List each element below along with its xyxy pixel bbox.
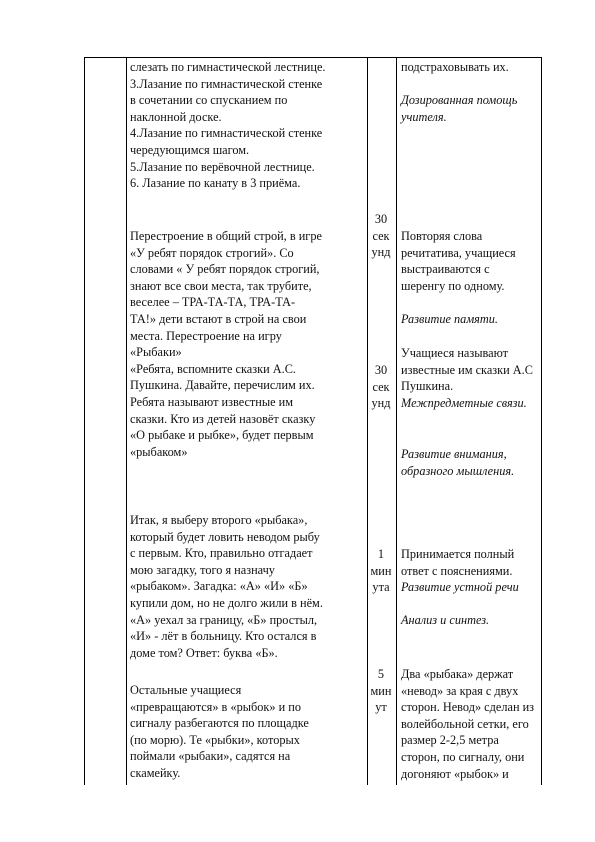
text-line: «рыбаком». Загадка: «А» «И» «Б» — [130, 579, 308, 594]
duration-value: 1 — [377, 547, 385, 561]
duration-riddle — [366, 546, 396, 596]
text-line: 6. Лазание по канату в 3 приёма. — [130, 176, 301, 191]
text-line: Пушкина. Давайте, перечислим их. — [130, 378, 315, 393]
duration-formation — [366, 211, 396, 261]
text-line: размер 2-2,5 метра — [401, 733, 499, 748]
italic-note: Развитие внимания, — [401, 447, 507, 461]
duration-value: 30 — [374, 363, 388, 377]
duration-unit: сек — [372, 379, 390, 394]
note-block-net — [401, 666, 541, 782]
text-line: купили дом, но не долго жили в нём. — [130, 595, 323, 610]
text-line: подстраховывать их. — [401, 60, 509, 74]
text-line: мою загадку, того я назначу — [130, 562, 275, 577]
note-block-attention — [401, 446, 541, 479]
text-line: в сочетании со спусканием по — [130, 93, 288, 108]
text-line: «невод» за края с двух — [401, 683, 519, 698]
text-line: «рыбаком» — [130, 444, 188, 459]
table-border-col1 — [126, 57, 127, 785]
table-top-border — [84, 57, 541, 58]
italic-note: Межпредметные связи. — [401, 395, 527, 410]
text-line: Пушкина. — [401, 379, 454, 394]
text-line: с первым. Кто, правильно отгадает — [130, 546, 313, 561]
duration-unit: мин — [370, 563, 392, 578]
text-line: Итак, я выберу второго «рыбака», — [130, 513, 308, 527]
text-line: 4.Лазание по гимнастической стенке — [130, 126, 323, 141]
text-line: сигналу разбегаются по площадке — [130, 716, 309, 731]
text-line: знают все свои места, так трубите, — [130, 278, 312, 293]
text-line: доме том? Ответ: буква «Б». — [130, 645, 278, 660]
duration-unit: мин — [370, 683, 392, 698]
text-line: сторон. Невод» сделан из — [401, 700, 535, 715]
text-line: ответ с пояснениями. — [401, 563, 513, 578]
text-line: ТА!» дети встают в строй на свои — [130, 311, 307, 326]
text-line: 3.Лазание по гимнастической стенке — [130, 76, 323, 91]
text-line: места. Перестроение на игру — [130, 328, 282, 343]
table-border-left — [84, 57, 85, 785]
duration-unit: унд — [371, 396, 391, 411]
duration-value: 30 — [374, 212, 388, 226]
italic-note: учителя. — [401, 109, 447, 124]
duration-fairy-tales — [366, 362, 396, 412]
content-block-formation — [130, 228, 366, 460]
content-block-climbing — [130, 59, 366, 192]
text-line: Повторяя слова — [401, 229, 483, 243]
duration-unit: унд — [371, 245, 391, 260]
text-line: словами « У ребят порядок строгий, — [130, 262, 320, 277]
note-block-recitative — [401, 228, 541, 328]
note-block-fairy-tales — [401, 345, 541, 411]
text-line: речитатива, учащиеся — [401, 245, 516, 260]
table-border-right — [541, 57, 542, 785]
text-line: Перестроение в общий строй, в игре — [130, 229, 322, 243]
text-line: веселее – ТРА-ТА-ТА, ТРА-ТА- — [130, 295, 296, 310]
text-line: «Ребята, вспомните сказки А.С. — [130, 361, 296, 376]
text-line: «Рыбаки» — [130, 345, 182, 360]
table-border-col3 — [396, 57, 397, 785]
text-line: «У ребят порядок строгий». Со — [130, 245, 294, 260]
text-line: сказки. Кто из детей назовёт сказку — [130, 411, 316, 426]
italic-note: Анализ и синтез. — [401, 613, 490, 628]
text-line: Принимается полный — [401, 547, 515, 561]
content-block-riddle — [130, 512, 366, 661]
text-line: «О рыбаке и рыбке», будет первым — [130, 428, 314, 443]
text-line: наклонной доске. — [130, 109, 222, 124]
text-line: слезать по гимнастической лестнице. — [130, 60, 326, 74]
text-line: шеренгу по одному. — [401, 278, 505, 293]
note-block-answer — [401, 546, 541, 629]
text-line: (по морю). Те «рыбки», которых — [130, 732, 300, 747]
text-line: 5.Лазание по верёвочной лестнице. — [130, 159, 315, 174]
text-line: выстраиваются с — [401, 262, 490, 277]
text-line: Остальные учащиеся — [130, 683, 242, 697]
text-line: «А» уехал за границу, «Б» простыл, — [130, 612, 318, 627]
text-line: Учащиеся называют — [401, 346, 509, 360]
duration-unit: ута — [372, 580, 390, 595]
italic-note: Развитие устной речи — [401, 580, 519, 595]
italic-note: Развитие памяти. — [401, 311, 498, 326]
text-line: скамейку. — [130, 765, 181, 780]
text-line: поймали «рыбаки», садятся на — [130, 749, 291, 764]
text-line: волейбольной сетки, его — [401, 716, 529, 731]
italic-note: Дозированная помощь — [401, 93, 518, 108]
text-line: Ребята называют известные им — [130, 394, 294, 409]
text-line: который будет ловить неводом рыбу — [130, 529, 320, 544]
text-line: «превращаются» в «рыбок» и по — [130, 699, 301, 714]
duration-value: 5 — [377, 667, 385, 681]
text-line: сторон, по сигналу, они — [401, 749, 525, 764]
content-block-fish-game — [130, 682, 366, 782]
text-line: известные им сказки А.С — [401, 362, 533, 377]
text-line: «И» - лёт в больницу. Кто остался в — [130, 629, 317, 644]
note-block-spotting — [401, 59, 541, 125]
duration-fish-game — [366, 666, 396, 716]
text-line: догоняют «рыбок» и — [401, 766, 509, 781]
duration-unit: ут — [375, 700, 387, 715]
italic-note: образного мышления. — [401, 463, 515, 478]
duration-unit: сек — [372, 228, 390, 243]
text-line: Два «рыбака» держат — [401, 667, 514, 681]
text-line: чередующимся шагом. — [130, 142, 250, 157]
